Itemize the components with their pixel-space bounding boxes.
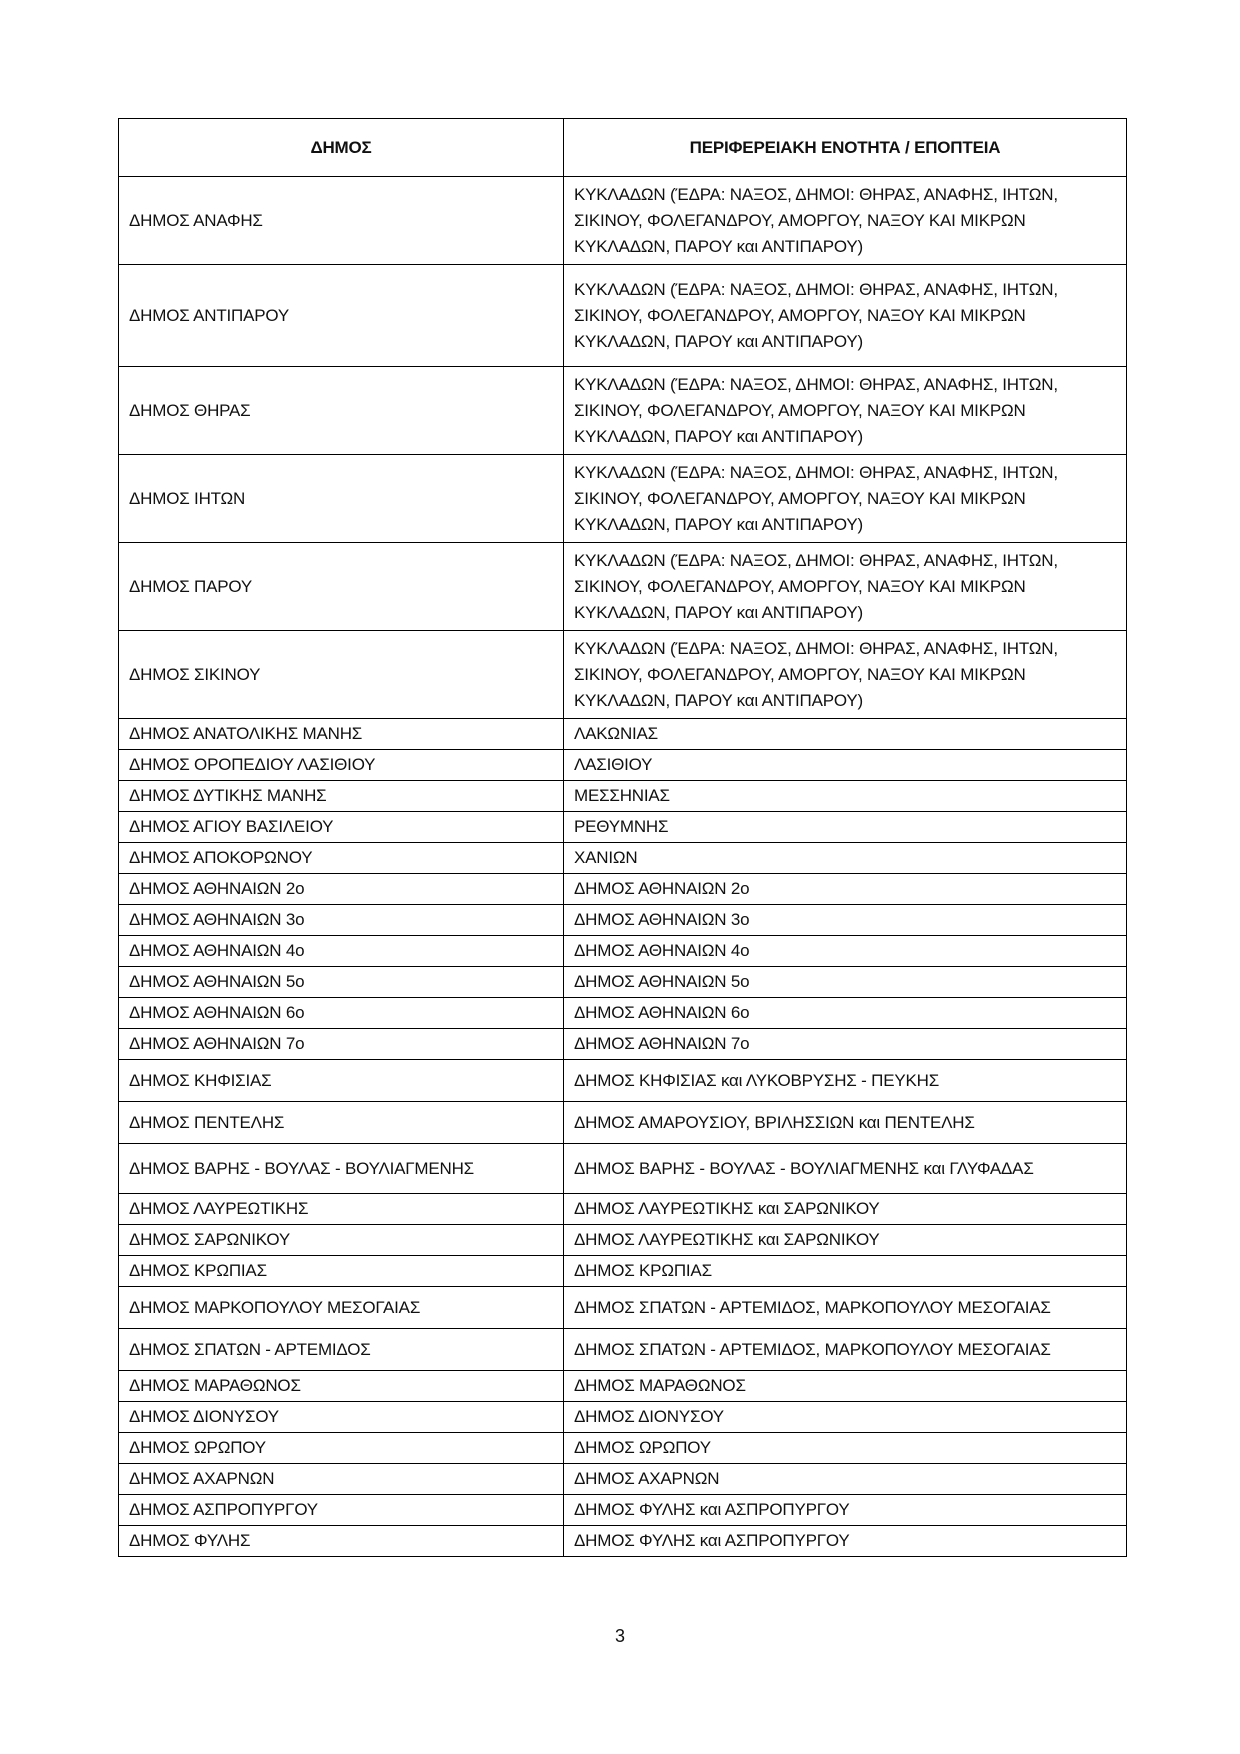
cell-line: ΛΑΚΩΝΙΑΣ [574, 724, 658, 743]
cell-line: ΔΗΜΟΣ ΑΘΗΝΑΙΩΝ 7ο [574, 1034, 750, 1053]
cell-perifereiaki-enotita [564, 1402, 1127, 1433]
table-row [119, 750, 1127, 781]
cell-perifereiaki-enotita [564, 1256, 1127, 1287]
cell-dimos: ΔΗΜΟΣ ΙΗΤΩΝ [119, 455, 564, 543]
cell-perifereiaki-enotita [564, 812, 1127, 843]
table-row [119, 812, 1127, 843]
cell-line: ΔΗΜΟΣ ΑΧΑΡΝΩΝ [574, 1469, 720, 1488]
table-row [119, 1287, 1127, 1329]
cell-line: ΣΙΚΙΝΟΥ, ΦΟΛΕΓΑΝΔΡΟΥ, ΑΜΟΡΓΟΥ, ΝΑΞΟΥ ΚΑΙ ΜΙΚΡΩΝ [574, 210, 1026, 230]
cell-line: ΣΙΚΙΝΟΥ, ΦΟΛΕΓΑΝΔΡΟΥ, ΑΜΟΡΓΟΥ, ΝΑΞΟΥ ΚΑΙ ΜΙΚΡΩΝ [574, 488, 1026, 508]
table-row [119, 1194, 1127, 1225]
cell-line: ΚΥΚΛΑΔΩΝ, ΠΑΡΟΥ και ΑΝΤΙΠΑΡΟΥ) [574, 331, 863, 351]
cell-dimos: ΔΗΜΟΣ ΚΡΩΠΙΑΣ [119, 1256, 564, 1287]
cell-perifereiaki-enotita [564, 1029, 1127, 1060]
cell-line: ΔΗΜΟΣ ΔΙΟΝΥΣΟΥ [574, 1407, 724, 1426]
table-row [119, 1329, 1127, 1371]
table-row [119, 781, 1127, 812]
cell-dimos: ΔΗΜΟΣ ΑΘΗΝΑΙΩΝ 7ο [119, 1029, 564, 1060]
table-row [119, 543, 1127, 631]
table-row [119, 998, 1127, 1029]
table-row [119, 1371, 1127, 1402]
cell-dimos: ΔΗΜΟΣ ΔΙΟΝΥΣΟΥ [119, 1402, 564, 1433]
cell-dimos: ΔΗΜΟΣ ΑΘΗΝΑΙΩΝ 5ο [119, 967, 564, 998]
table-row [119, 905, 1127, 936]
cell-line: ΔΗΜΟΣ ΩΡΩΠΟΥ [574, 1438, 711, 1457]
cell-perifereiaki-enotita [564, 543, 1127, 631]
cell-line: ΔΗΜΟΣ ΑΘΗΝΑΙΩΝ 2ο [574, 879, 750, 898]
table-row [119, 1029, 1127, 1060]
cell-dimos: ΔΗΜΟΣ ΜΑΡΚΟΠΟΥΛΟΥ ΜΕΣΟΓΑΙΑΣ [119, 1287, 564, 1329]
cell-perifereiaki-enotita [564, 781, 1127, 812]
cell-perifereiaki-enotita [564, 1329, 1127, 1371]
table-row [119, 177, 1127, 265]
cell-line: ΣΙΚΙΝΟΥ, ΦΟΛΕΓΑΝΔΡΟΥ, ΑΜΟΡΓΟΥ, ΝΑΞΟΥ ΚΑΙ ΜΙΚΡΩΝ [574, 576, 1026, 596]
cell-dimos: ΔΗΜΟΣ ΚΗΦΙΣΙΑΣ [119, 1060, 564, 1102]
cell-dimos: ΔΗΜΟΣ ΑΝΤΙΠΑΡΟΥ [119, 265, 564, 367]
cell-dimos: ΔΗΜΟΣ ΑΝΑΦΗΣ [119, 177, 564, 265]
cell-line: ΧΑΝΙΩΝ [574, 848, 638, 867]
table-row [119, 1433, 1127, 1464]
cell-perifereiaki-enotita [564, 874, 1127, 905]
cell-perifereiaki-enotita [564, 750, 1127, 781]
cell-line: ΔΗΜΟΣ ΛΑΥΡΕΩΤΙΚΗΣ και ΣΑΡΩΝΙΚΟΥ [574, 1199, 880, 1218]
cell-line: ΔΗΜΟΣ ΦΥΛΗΣ και ΑΣΠΡΟΠΥΡΓΟΥ [574, 1531, 850, 1550]
cell-line: ΚΥΚΛΑΔΩΝ, ΠΑΡΟΥ και ΑΝΤΙΠΑΡΟΥ) [574, 236, 863, 256]
table-row [119, 1144, 1127, 1194]
cell-dimos: ΔΗΜΟΣ ΑΘΗΝΑΙΩΝ 3ο [119, 905, 564, 936]
cell-line: ΚΥΚΛΑΔΩΝ, ΠΑΡΟΥ και ΑΝΤΙΠΑΡΟΥ) [574, 602, 863, 622]
cell-perifereiaki-enotita [564, 1287, 1127, 1329]
cell-line: ΔΗΜΟΣ ΑΘΗΝΑΙΩΝ 5ο [574, 972, 750, 991]
cell-line: ΚΥΚΛΑΔΩΝ (ΈΔΡΑ: ΝΑΞΟΣ, ΔΗΜΟΙ: ΘΗΡΑΣ, ΑΝΑΦΗΣ, ΙΗΤΩΝ, [574, 184, 1058, 204]
cell-perifereiaki-enotita [564, 1495, 1127, 1526]
cell-dimos: ΔΗΜΟΣ ΘΗΡΑΣ [119, 367, 564, 455]
cell-dimos: ΔΗΜΟΣ ΠΕΝΤΕΛΗΣ [119, 1102, 564, 1144]
table-row [119, 1402, 1127, 1433]
cell-line: ΚΥΚΛΑΔΩΝ, ΠΑΡΟΥ και ΑΝΤΙΠΑΡΟΥ) [574, 690, 863, 710]
cell-line: ΔΗΜΟΣ ΒΑΡΗΣ - ΒΟΥΛΑΣ - ΒΟΥΛΙΑΓΜΕΝΗΣ και ΓΛΥΦΑΔΑΣ [574, 1158, 1034, 1178]
cell-perifereiaki-enotita [564, 1194, 1127, 1225]
cell-perifereiaki-enotita [564, 843, 1127, 874]
cell-perifereiaki-enotita [564, 936, 1127, 967]
cell-line: ΚΥΚΛΑΔΩΝ (ΈΔΡΑ: ΝΑΞΟΣ, ΔΗΜΟΙ: ΘΗΡΑΣ, ΑΝΑΦΗΣ, ΙΗΤΩΝ, [574, 279, 1058, 299]
cell-dimos: ΔΗΜΟΣ ΣΑΡΩΝΙΚΟΥ [119, 1225, 564, 1256]
cell-line: ΣΙΚΙΝΟΥ, ΦΟΛΕΓΑΝΔΡΟΥ, ΑΜΟΡΓΟΥ, ΝΑΞΟΥ ΚΑΙ ΜΙΚΡΩΝ [574, 305, 1026, 325]
table-row [119, 1060, 1127, 1102]
cell-dimos: ΔΗΜΟΣ ΑΧΑΡΝΩΝ [119, 1464, 564, 1495]
table-row [119, 455, 1127, 543]
page-number: 3 [614, 1626, 625, 1646]
cell-line: ΔΗΜΟΣ ΑΘΗΝΑΙΩΝ 4ο [574, 941, 750, 960]
table-header-row [119, 119, 1127, 177]
cell-dimos: ΔΗΜΟΣ ΑΠΟΚΟΡΩΝΟΥ [119, 843, 564, 874]
table-row [119, 1102, 1127, 1144]
cell-line: ΚΥΚΛΑΔΩΝ, ΠΑΡΟΥ και ΑΝΤΙΠΑΡΟΥ) [574, 514, 863, 534]
cell-line: ΔΗΜΟΣ ΑΘΗΝΑΙΩΝ 6ο [574, 1003, 750, 1022]
cell-line: ΚΥΚΛΑΔΩΝ, ΠΑΡΟΥ και ΑΝΤΙΠΑΡΟΥ) [574, 426, 863, 446]
cell-dimos: ΔΗΜΟΣ ΑΘΗΝΑΙΩΝ 6ο [119, 998, 564, 1029]
cell-dimos: ΔΗΜΟΣ ΣΙΚΙΝΟΥ [119, 631, 564, 719]
table-row [119, 843, 1127, 874]
cell-dimos: ΔΗΜΟΣ ΑΘΗΝΑΙΩΝ 4ο [119, 936, 564, 967]
cell-line: ΣΙΚΙΝΟΥ, ΦΟΛΕΓΑΝΔΡΟΥ, ΑΜΟΡΓΟΥ, ΝΑΞΟΥ ΚΑΙ ΜΙΚΡΩΝ [574, 664, 1026, 684]
cell-dimos: ΔΗΜΟΣ ΦΥΛΗΣ [119, 1526, 564, 1557]
cell-dimos: ΔΗΜΟΣ ΑΓΙΟΥ ΒΑΣΙΛΕΙΟΥ [119, 812, 564, 843]
cell-line: ΔΗΜΟΣ ΑΘΗΝΑΙΩΝ 3ο [574, 910, 750, 929]
table-row [119, 1526, 1127, 1557]
table-row [119, 936, 1127, 967]
cell-perifereiaki-enotita [564, 1144, 1127, 1194]
header-dimos: ΔΗΜΟΣ [119, 119, 564, 177]
cell-dimos: ΔΗΜΟΣ ΜΑΡΑΘΩΝΟΣ [119, 1371, 564, 1402]
cell-dimos: ΔΗΜΟΣ ΑΘΗΝΑΙΩΝ 2ο [119, 874, 564, 905]
cell-perifereiaki-enotita [564, 1225, 1127, 1256]
cell-perifereiaki-enotita [564, 367, 1127, 455]
cell-dimos: ΔΗΜΟΣ ΛΑΥΡΕΩΤΙΚΗΣ [119, 1194, 564, 1225]
cell-perifereiaki-enotita [564, 1464, 1127, 1495]
cell-dimos: ΔΗΜΟΣ ΩΡΩΠΟΥ [119, 1433, 564, 1464]
cell-line: ΔΗΜΟΣ ΣΠΑΤΩΝ - ΑΡΤΕΜΙΔΟΣ, ΜΑΡΚΟΠΟΥΛΟΥ ΜΕΣΟΓΑΙΑΣ [574, 1339, 1051, 1359]
cell-perifereiaki-enotita [564, 177, 1127, 265]
table-row [119, 874, 1127, 905]
cell-perifereiaki-enotita [564, 905, 1127, 936]
cell-perifereiaki-enotita [564, 1433, 1127, 1464]
header-perifereiaki-enotita: ΠΕΡΙΦΕΡΕΙΑΚΗ ΕΝΟΤΗΤΑ / ΕΠΟΠΤΕΙΑ [564, 119, 1127, 177]
cell-line: ΚΥΚΛΑΔΩΝ (ΈΔΡΑ: ΝΑΞΟΣ, ΔΗΜΟΙ: ΘΗΡΑΣ, ΑΝΑΦΗΣ, ΙΗΤΩΝ, [574, 638, 1058, 658]
cell-line: ΔΗΜΟΣ ΣΠΑΤΩΝ - ΑΡΤΕΜΙΔΟΣ, ΜΑΡΚΟΠΟΥΛΟΥ ΜΕΣΟΓΑΙΑΣ [574, 1297, 1051, 1317]
cell-line: ΔΗΜΟΣ ΜΑΡΑΘΩΝΟΣ [574, 1376, 746, 1395]
table-row [119, 631, 1127, 719]
cell-perifereiaki-enotita [564, 455, 1127, 543]
cell-line: ΜΕΣΣΗΝΙΑΣ [574, 786, 670, 805]
table-row [119, 1464, 1127, 1495]
cell-dimos: ΔΗΜΟΣ ΑΝΑΤΟΛΙΚΗΣ ΜΑΝΗΣ [119, 719, 564, 750]
cell-perifereiaki-enotita [564, 631, 1127, 719]
table-row [119, 967, 1127, 998]
cell-line: ΚΥΚΛΑΔΩΝ (ΈΔΡΑ: ΝΑΞΟΣ, ΔΗΜΟΙ: ΘΗΡΑΣ, ΑΝΑΦΗΣ, ΙΗΤΩΝ, [574, 550, 1058, 570]
municipality-table [118, 118, 1127, 1557]
cell-perifereiaki-enotita [564, 998, 1127, 1029]
cell-dimos: ΔΗΜΟΣ ΒΑΡΗΣ - ΒΟΥΛΑΣ - ΒΟΥΛΙΑΓΜΕΝΗΣ [119, 1144, 564, 1194]
cell-line: ΔΗΜΟΣ ΛΑΥΡΕΩΤΙΚΗΣ και ΣΑΡΩΝΙΚΟΥ [574, 1230, 880, 1249]
cell-line: ΔΗΜΟΣ ΚΡΩΠΙΑΣ [574, 1261, 712, 1280]
cell-line: ΚΥΚΛΑΔΩΝ (ΈΔΡΑ: ΝΑΞΟΣ, ΔΗΜΟΙ: ΘΗΡΑΣ, ΑΝΑΦΗΣ, ΙΗΤΩΝ, [574, 462, 1058, 482]
table-row [119, 1495, 1127, 1526]
cell-perifereiaki-enotita [564, 967, 1127, 998]
cell-dimos: ΔΗΜΟΣ ΟΡΟΠΕΔΙΟΥ ΛΑΣΙΘΙΟΥ [119, 750, 564, 781]
cell-line: ΛΑΣΙΘΙΟΥ [574, 755, 653, 774]
cell-line: ΣΙΚΙΝΟΥ, ΦΟΛΕΓΑΝΔΡΟΥ, ΑΜΟΡΓΟΥ, ΝΑΞΟΥ ΚΑΙ ΜΙΚΡΩΝ [574, 400, 1026, 420]
cell-line: ΔΗΜΟΣ ΦΥΛΗΣ και ΑΣΠΡΟΠΥΡΓΟΥ [574, 1500, 850, 1519]
cell-line: ΚΥΚΛΑΔΩΝ (ΈΔΡΑ: ΝΑΞΟΣ, ΔΗΜΟΙ: ΘΗΡΑΣ, ΑΝΑΦΗΣ, ΙΗΤΩΝ, [574, 374, 1058, 394]
cell-perifereiaki-enotita [564, 265, 1127, 367]
cell-dimos: ΔΗΜΟΣ ΔΥΤΙΚΗΣ ΜΑΝΗΣ [119, 781, 564, 812]
cell-perifereiaki-enotita [564, 1060, 1127, 1102]
table-body [119, 177, 1127, 1557]
table-row [119, 1225, 1127, 1256]
table-row [119, 1256, 1127, 1287]
cell-perifereiaki-enotita [564, 1526, 1127, 1557]
cell-perifereiaki-enotita [564, 1371, 1127, 1402]
cell-line: ΡΕΘΥΜΝΗΣ [574, 817, 669, 836]
cell-line: ΔΗΜΟΣ ΚΗΦΙΣΙΑΣ και ΛΥΚΟΒΡΥΣΗΣ - ΠΕΥΚΗΣ [574, 1070, 940, 1090]
cell-perifereiaki-enotita [564, 719, 1127, 750]
table-row [119, 719, 1127, 750]
table-row [119, 367, 1127, 455]
cell-dimos: ΔΗΜΟΣ ΑΣΠΡΟΠΥΡΓΟΥ [119, 1495, 564, 1526]
cell-perifereiaki-enotita [564, 1102, 1127, 1144]
cell-line: ΔΗΜΟΣ ΑΜΑΡΟΥΣΙΟΥ, ΒΡΙΛΗΣΣΙΩΝ και ΠΕΝΤΕΛΗΣ [574, 1112, 975, 1132]
cell-dimos: ΔΗΜΟΣ ΣΠΑΤΩΝ - ΑΡΤΕΜΙΔΟΣ [119, 1329, 564, 1371]
table-row [119, 265, 1127, 367]
cell-dimos: ΔΗΜΟΣ ΠΑΡΟΥ [119, 543, 564, 631]
